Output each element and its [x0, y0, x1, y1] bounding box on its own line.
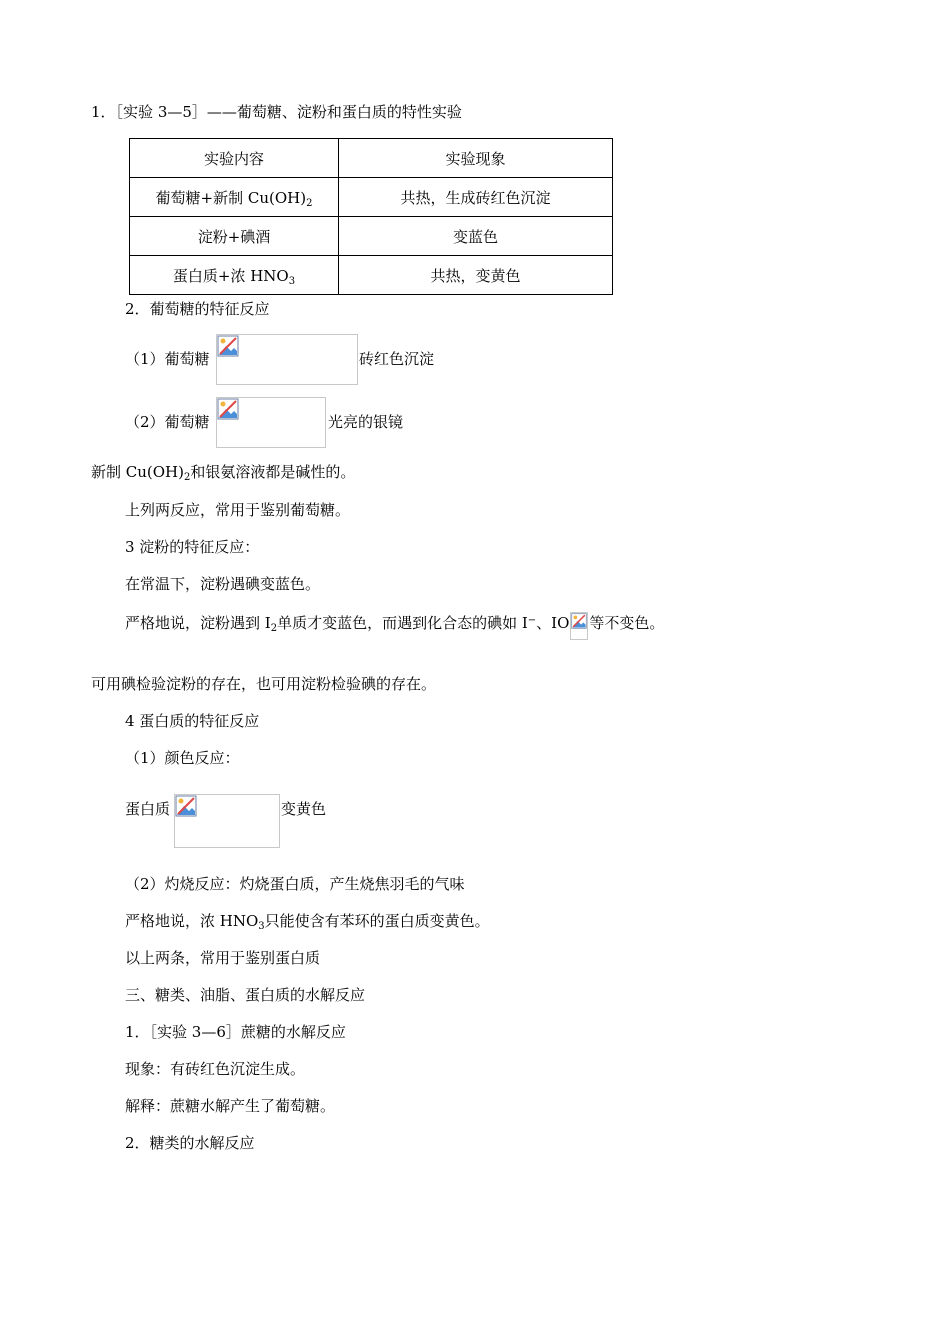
table-cell-content — [130, 256, 339, 295]
line-subscript: 2 — [270, 623, 278, 634]
protein-note — [125, 911, 490, 931]
heading-number: 1． — [91, 103, 116, 121]
note-text: 严格地说，浓 HNO — [125, 912, 259, 930]
heading-experiment-3-5 — [91, 102, 462, 122]
broken-image-icon — [571, 613, 587, 629]
protein-burn-reaction: （2）灼烧反应：灼烧蛋白质，产生烧焦羽毛的气味 — [125, 875, 465, 893]
cell-subscript: 3 — [288, 275, 296, 287]
reaction-arrow-image — [174, 794, 280, 848]
protein-identify: 以上两条，常用于鉴别蛋白质 — [125, 949, 321, 967]
experiment-table — [129, 138, 613, 295]
heading-text: ［实验 3—5］——葡萄糖、淀粉和蛋白质的特性实验 — [115, 103, 462, 121]
hydrolysis-phenomenon: 现象：有砖红色沉淀生成。 — [125, 1060, 306, 1078]
protein-reaction-result: 变黄色 — [281, 800, 327, 818]
note-text: 只能使含有苯环的蛋白质变黄色。 — [264, 912, 490, 930]
table-row — [130, 256, 613, 295]
line-superscript: − — [527, 615, 537, 626]
section-hydrolysis: 三、糖类、油脂、蛋白质的水解反应 — [125, 986, 366, 1004]
note-subscript: 2 — [184, 472, 191, 483]
table-header-row — [130, 139, 613, 178]
table-cell-result: 共热，变黄色 — [339, 256, 613, 295]
note-subscript: 3 — [258, 921, 265, 932]
table-cell-content — [130, 217, 339, 256]
line-text: 严格地说，淀粉遇到 I — [125, 614, 271, 632]
protein-color-reaction: （1）颜色反应： — [125, 749, 240, 767]
cell-text: 蛋白质+浓 HNO — [172, 266, 289, 285]
table-cell-content — [130, 178, 339, 217]
starch-line-2 — [125, 612, 664, 640]
line-text: 、IO — [536, 614, 570, 632]
note-text: 新制 Cu(OH) — [91, 463, 184, 481]
hydrolysis-explanation: 解释：蔗糖水解产生了葡萄糖。 — [125, 1097, 336, 1115]
starch-line-3: 可用碘检验淀粉的存在，也可用淀粉检验碘的存在。 — [91, 675, 437, 693]
section-sugar-hydrolysis: 2．糖类的水解反应 — [125, 1134, 255, 1152]
reaction-2-result: 光亮的银镜 — [328, 413, 404, 431]
line-text: 等不变色。 — [589, 614, 665, 632]
reaction-1-prefix: （1）葡萄糖 — [125, 350, 210, 368]
section-starch: 3 淀粉的特征反应： — [125, 538, 260, 556]
broken-image-icon — [217, 398, 239, 420]
hydrolysis-experiment: 1．［实验 3—6］蔗糖的水解反应 — [125, 1023, 346, 1041]
note-alkaline — [91, 462, 355, 482]
reaction-2-prefix: （2）葡萄糖 — [125, 413, 210, 431]
table-row — [130, 217, 613, 256]
table-cell-result: 变蓝色 — [339, 217, 613, 256]
reaction-1-result: 砖红色沉淀 — [359, 350, 435, 368]
starch-line-1: 在常温下，淀粉遇碘变蓝色。 — [125, 575, 321, 593]
reaction-arrow-image — [216, 397, 326, 448]
formula-image — [570, 612, 588, 640]
table-header-result: 实验现象 — [339, 139, 613, 178]
cell-text: 葡萄糖+新制 Cu(OH) — [155, 188, 307, 207]
section-protein: 4 蛋白质的特征反应 — [125, 712, 260, 730]
table-cell-result: 共热，生成砖红色沉淀 — [339, 178, 613, 217]
broken-image-icon — [217, 335, 239, 357]
section-glucose-reactions: 2．葡萄糖的特征反应 — [125, 300, 270, 318]
note-text: 和银氨溶液都是碱性的。 — [190, 463, 356, 481]
cell-subscript: 2 — [306, 197, 313, 209]
protein-reaction-prefix: 蛋白质 — [125, 800, 171, 818]
broken-image-icon — [175, 795, 197, 817]
reaction-arrow-image — [216, 334, 358, 385]
table-row — [130, 178, 613, 217]
table-header-content: 实验内容 — [130, 139, 339, 178]
line-text: 单质才变蓝色，而遇到化合态的碘如 I — [277, 614, 528, 632]
note-identify-glucose: 上列两反应，常用于鉴别葡萄糖。 — [125, 501, 351, 519]
cell-text: 淀粉+碘酒 — [197, 227, 271, 246]
